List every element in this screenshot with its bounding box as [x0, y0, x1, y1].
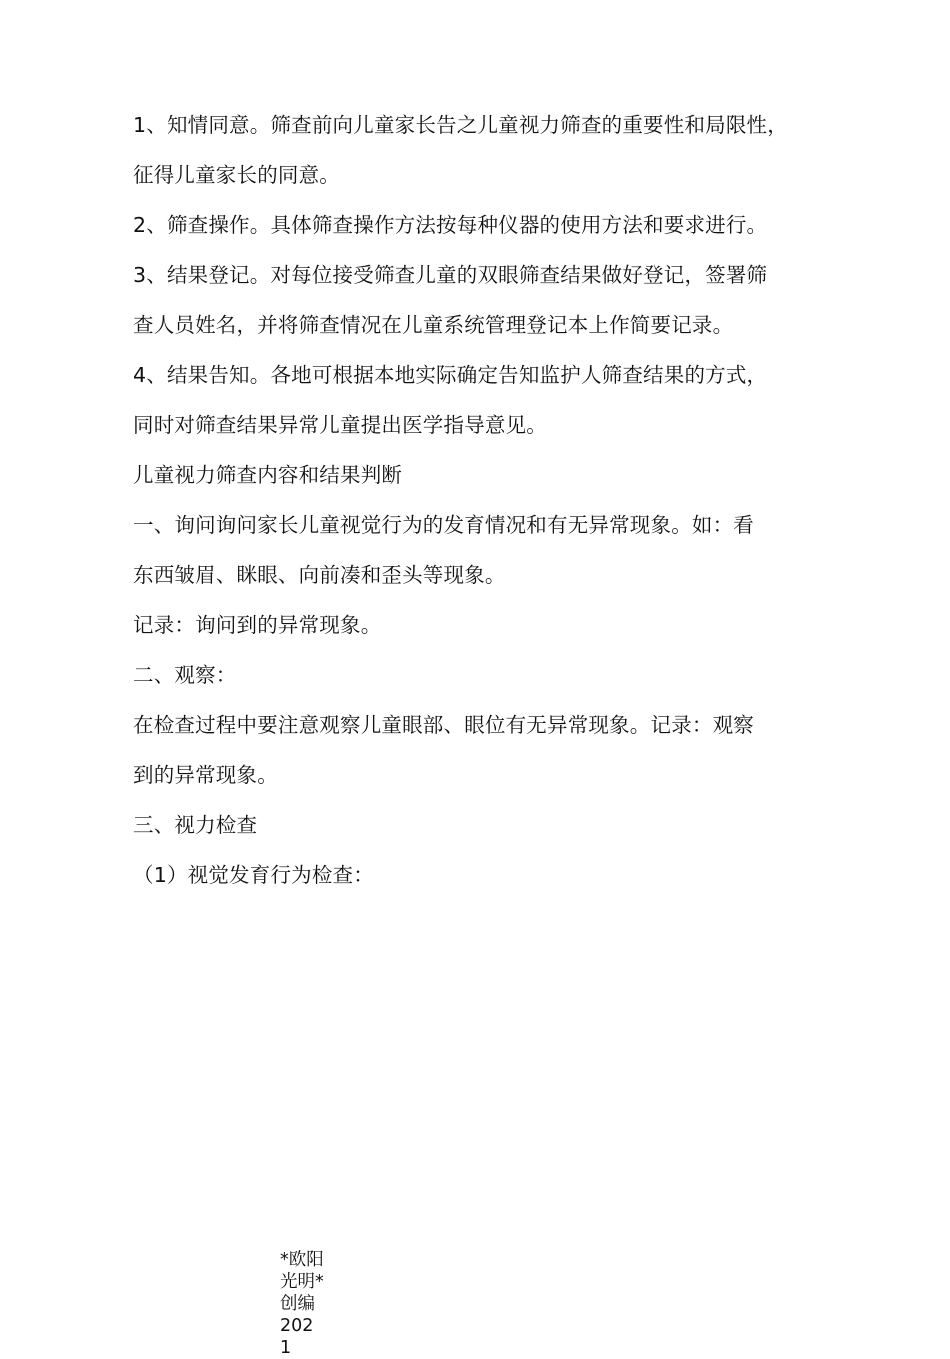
text-line-15: 三、视力检查 — [133, 813, 258, 837]
text-line-5: 查人员姓名，并将筛查情况在儿童系统管理登记本上作简要记录。 — [133, 313, 734, 337]
text-line-7: 同时对筛查结果异常儿童提出医学指导意见。 — [133, 413, 547, 437]
text-line-1: 1、知情同意。筛查前向儿童家长告之儿童视力筛查的重要性和局限性， — [133, 113, 788, 137]
text-line-6: 4、结果告知。各地可根据本地实际确定告知监护人筛查结果的方式， — [133, 363, 768, 387]
text-line-12: 二、观察： — [133, 663, 237, 687]
text-line-11: 记录：询问到的异常现象。 — [133, 613, 382, 637]
section-title: 儿童视力筛查内容和结果判断 — [133, 463, 403, 487]
footer-author-note: *欧阳光明*创编2021 — [280, 1250, 324, 1358]
text-line-2: 征得儿童家长的同意。 — [133, 163, 340, 187]
text-line-9: 一、询问询问家长儿童视觉行为的发育情况和有无异常现象。如：看 — [133, 513, 754, 537]
text-line-14: 到的异常现象。 — [133, 763, 278, 787]
text-line-13: 在检查过程中要注意观察儿童眼部、眼位有无异常现象。记录：观察 — [133, 713, 754, 737]
text-line-4: 3、结果登记。对每位接受筛查儿童的双眼筛查结果做好登记，签署筛 — [133, 263, 768, 287]
text-line-10: 东西皱眉、眯眼、向前凑和歪头等现象。 — [133, 563, 506, 587]
text-line-3: 2、筛查操作。具体筛查操作方法按每种仪器的使用方法和要求进行。 — [133, 213, 768, 237]
text-line-16: （1）视觉发育行为检查： — [133, 863, 374, 887]
